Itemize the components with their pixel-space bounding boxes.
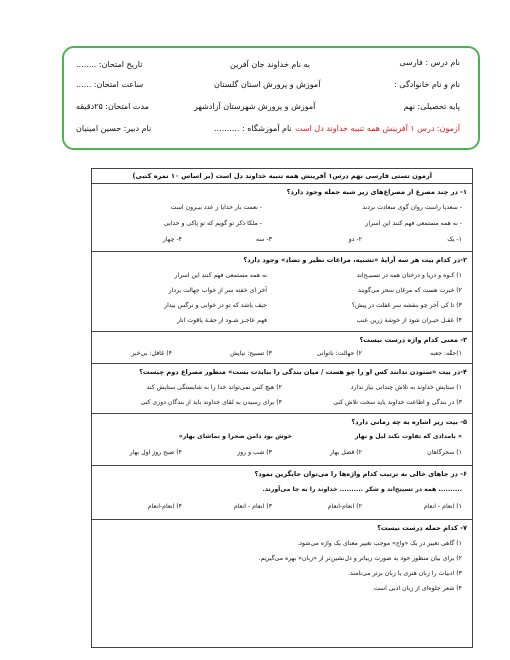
- grade-label: پایه تحصیلی: نهم: [403, 102, 460, 111]
- question-text: ۵- بیت زیر اشاره به چه زمانی دارد؟: [351, 418, 467, 426]
- question-line: - سعدیا راست روان گوی سعادت بردند: [362, 204, 462, 211]
- student-name-label: نام و نام خانوادگی :: [394, 80, 460, 89]
- exam-time: ساعت امتحان: ......: [76, 80, 144, 89]
- option-4[interactable]: ۴) انعام-انعام: [147, 503, 182, 510]
- exam-header-box: [62, 46, 480, 150]
- option-4[interactable]: ۴) عقـل حیـران شود از خوشهٔ زرین عنب: [356, 317, 462, 324]
- exam-duration: مدت امتحان: ۲۵دقیقه: [76, 102, 149, 111]
- question-text: ۳- معنی کدام واژه درست نیست؟: [359, 336, 467, 344]
- verse-line: « بامدادی که تفاوت نکند لیل و نهار: [354, 433, 462, 440]
- option-2[interactable]: ۲) فصل بهار: [329, 449, 362, 456]
- option-1[interactable]: ۱) سحرگاهان: [427, 449, 462, 456]
- option-4[interactable]: ۴) غافل: بی‌خبر: [131, 350, 172, 357]
- lesson-label: نام درس : فارسی: [399, 58, 460, 67]
- question-text: ۱- در چند مصرع از مصراع‌های زیر شبه جمله وجود دارد؟: [286, 188, 467, 196]
- question-table: [91, 168, 473, 648]
- question-text: ۶- در جاهای خالی به ترتیب کدام واژه‌ها را می‌توان جایگزین نمود؟: [254, 470, 467, 478]
- quiz-title: آزمون: درس ۱ آفرینش همه تنبیه خداوند دل است: [295, 124, 460, 133]
- exam-date: تاریخ امتحان: ........: [76, 60, 143, 69]
- verse-line: فهم عاجـز شـود از حقـهٔ یاقوت انار: [177, 317, 267, 324]
- option-3[interactable]: ۳) تا کی آخر چو بنفشه سر غفلت در پیش؟: [351, 302, 462, 309]
- question-line: - نعمت بار خدایا ز عدد بیـرون است: [170, 204, 262, 211]
- verse-line: حیف باشد که تو در خوابی و نرگس بیدار: [164, 302, 267, 309]
- teacher-name: نام دبیر: حسین امینیان: [76, 124, 152, 133]
- verse-line: آخر ای خفته سر از خواب جهالت بردار: [168, 287, 267, 294]
- option-1[interactable]: ۱) کـوه و دریا و درختان همه در تسبیـح‌اند: [356, 272, 462, 279]
- option-3[interactable]: ۳) شب و روز: [237, 449, 272, 456]
- option-3[interactable]: ۳) تسبیح: نیایش: [230, 350, 272, 357]
- option-2[interactable]: ۲) هیچ کس نمی‌تواند خدا را به شایستگی ستایش کند: [146, 384, 282, 391]
- option-3[interactable]: ۳) انعام - انعام: [233, 503, 272, 510]
- question-7: [92, 519, 472, 647]
- option-2[interactable]: ۲) برای بیان منظور خود به صورت زیباتر و دل‌نشین‌تر از «زبان» بهره می‌گیریم.: [258, 555, 462, 562]
- question-text: ۲-در کدام بیت هر سه آرایهٔ «تشبیه، مراعات نظیر و تضاد» وجود دارد؟: [243, 256, 467, 264]
- option-1[interactable]: ۱) ستایش خداوند به تلاش چندانی نیاز ندارد: [350, 384, 462, 391]
- edu-city: آموزش و پرورش شهرستان آزادشهر: [194, 102, 316, 111]
- option-4[interactable]: ۴) شعر جلوه‌ای از زبان ادبی است: [373, 585, 462, 592]
- option-1[interactable]: ۱- یک: [447, 236, 462, 243]
- question-3: [92, 331, 472, 363]
- test-title: آزمون تستی فارسی نهم درس۱ آفرینش همه تنبیه خداوند دل است (بر اساس ۱۰ نمره کتبی): [132, 172, 432, 180]
- bismillah: به نام خداوند جان آفرین: [230, 60, 310, 69]
- question-6: [92, 465, 472, 519]
- question-4: [92, 363, 472, 413]
- option-1[interactable]: ۱) گاهی تغییر در یک «واج» موجب تغییر معنای یک واژه می‌شود.: [297, 540, 462, 547]
- option-3[interactable]: ۳) ادبیات را زبان هنری یا زبان برتر می‌نامند.: [348, 570, 462, 577]
- question-text: ۷- کدام جمله درست نیست؟: [377, 524, 467, 532]
- option-1[interactable]: ۱) انعام - انعام: [423, 503, 462, 510]
- question-text: ۴-در بیت «ستودن ندانند کس او را چو هست / میان بندگی را ببایدت بست» منظور مصراع دوم چیست؟: [139, 368, 467, 376]
- option-2[interactable]: ۲- دو: [348, 236, 362, 243]
- option-4[interactable]: ۴) صبح روز اول بهار: [129, 449, 182, 456]
- verse-line: نه همه مستمعی فهم کنند این اسرار: [174, 272, 267, 279]
- edu-province: آموزش و پرورش استان گلستان: [214, 80, 321, 89]
- option-4[interactable]: ۴- چهار: [162, 236, 182, 243]
- school-name: نام آموزشگاه : ..........: [214, 124, 292, 133]
- blank-sentence: .......... همه در تسبیح‌اند و شکر .......... خداوند را به جا می‌آورند.: [262, 486, 462, 493]
- test-title-row: [92, 169, 472, 183]
- option-3[interactable]: ۳) در بندگی و اطاعت خداوند باید سخت تلاش کنی: [333, 399, 462, 406]
- option-1[interactable]: ۱)حقّه: جعبه: [429, 350, 462, 357]
- question-1: [92, 183, 472, 251]
- option-3[interactable]: ۳- سه: [255, 236, 272, 243]
- option-2[interactable]: ۲) انعام-انعام: [327, 503, 362, 510]
- option-2[interactable]: ۲) خبرت هست که مرغان سحر می‌گویند: [357, 287, 462, 294]
- question-line: - نه همه مستمعی فهم کنند این اسرار: [365, 220, 462, 227]
- option-2[interactable]: ۲) جهالت: ناتوانی: [316, 350, 362, 357]
- option-4[interactable]: ۴) برای رسیدن به لقای خداوند باید از بندگان دوری کنی: [140, 399, 282, 406]
- question-line: - ملکا ذکر تو گویم که تو پاکی و خدایی: [163, 220, 262, 227]
- verse-line: خوش بود دامن صحرا و تماشای بهار»: [178, 433, 292, 440]
- question-2: [92, 251, 472, 331]
- question-5: [92, 413, 472, 465]
